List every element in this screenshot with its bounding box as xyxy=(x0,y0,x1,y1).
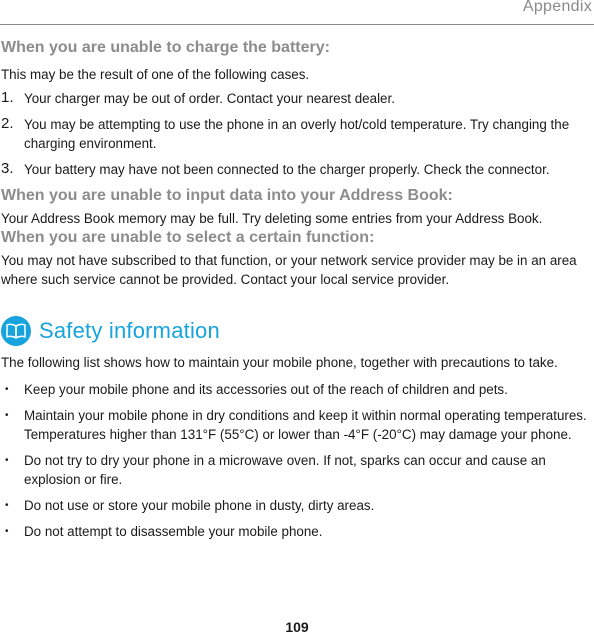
charge-causes-list xyxy=(1,89,591,179)
safety-title: Safety information xyxy=(39,318,220,343)
bullet-glyph: • xyxy=(5,384,9,395)
list-number: 2. xyxy=(1,115,14,132)
address-heading: When you are unable to input data into your Address Book: xyxy=(1,187,453,204)
charge-heading: When you are unable to charge the battery: xyxy=(1,39,330,56)
list-item xyxy=(1,496,591,515)
list-item xyxy=(1,380,591,399)
function-body: You may not have subscribed to that function, or your network service provider may be in an area where such service cannot be provided. Contact your local service provider. xyxy=(1,253,577,287)
bullet-glyph: • xyxy=(5,526,9,537)
address-body: Your Address Book memory may be full. Try deleting some entries from your Address Book. xyxy=(1,211,543,226)
list-number: 3. xyxy=(1,160,14,177)
list-item xyxy=(1,406,591,444)
list-text: Maintain your mobile phone in dry conditions and keep it within normal operating temperatures. Temperatures higher than 131°F (55°C) or lower than -4°F (-20°C) may damage your phone. xyxy=(24,408,587,442)
list-text: Do not use or store your mobile phone in dusty, dirty areas. xyxy=(24,498,375,513)
list-text: Your charger may be out of order. Contact your nearest dealer. xyxy=(24,91,395,106)
list-item xyxy=(1,115,591,153)
list-text: Keep your mobile phone and its accessories out of the reach of children and pets. xyxy=(24,382,508,397)
list-number: 1. xyxy=(1,89,14,106)
bullet-glyph: • xyxy=(5,500,9,511)
list-item xyxy=(1,522,591,541)
page-content xyxy=(1,38,591,548)
list-item xyxy=(1,451,591,489)
page-header xyxy=(0,0,594,25)
charge-intro: This may be the result of one of the following cases. xyxy=(1,67,310,82)
list-item xyxy=(1,160,591,179)
list-text: Do not try to dry your phone in a microwave oven. If not, sparks can occur and cause an explosion or fire. xyxy=(24,453,546,487)
book-icon xyxy=(1,316,31,346)
page-number: 109 xyxy=(285,619,309,635)
list-text: Your battery may have not been connected to the charger properly. Check the connector. xyxy=(24,162,550,177)
bullet-glyph: • xyxy=(5,410,9,421)
list-text: You may be attempting to use the phone in an overly hot/cold temperature. Try changing the charging environment. xyxy=(24,117,570,151)
header-title: Appendix xyxy=(522,0,592,15)
function-heading: When you are unable to select a certain function: xyxy=(1,229,375,246)
safety-intro: The following list shows how to maintain your mobile phone, together with precautions to take. xyxy=(1,355,558,370)
safety-heading xyxy=(1,315,591,347)
list-text: Do not attempt to disassemble your mobile phone. xyxy=(24,524,323,539)
safety-bullets xyxy=(1,380,591,541)
list-item xyxy=(1,89,591,108)
bullet-glyph: • xyxy=(5,455,9,466)
